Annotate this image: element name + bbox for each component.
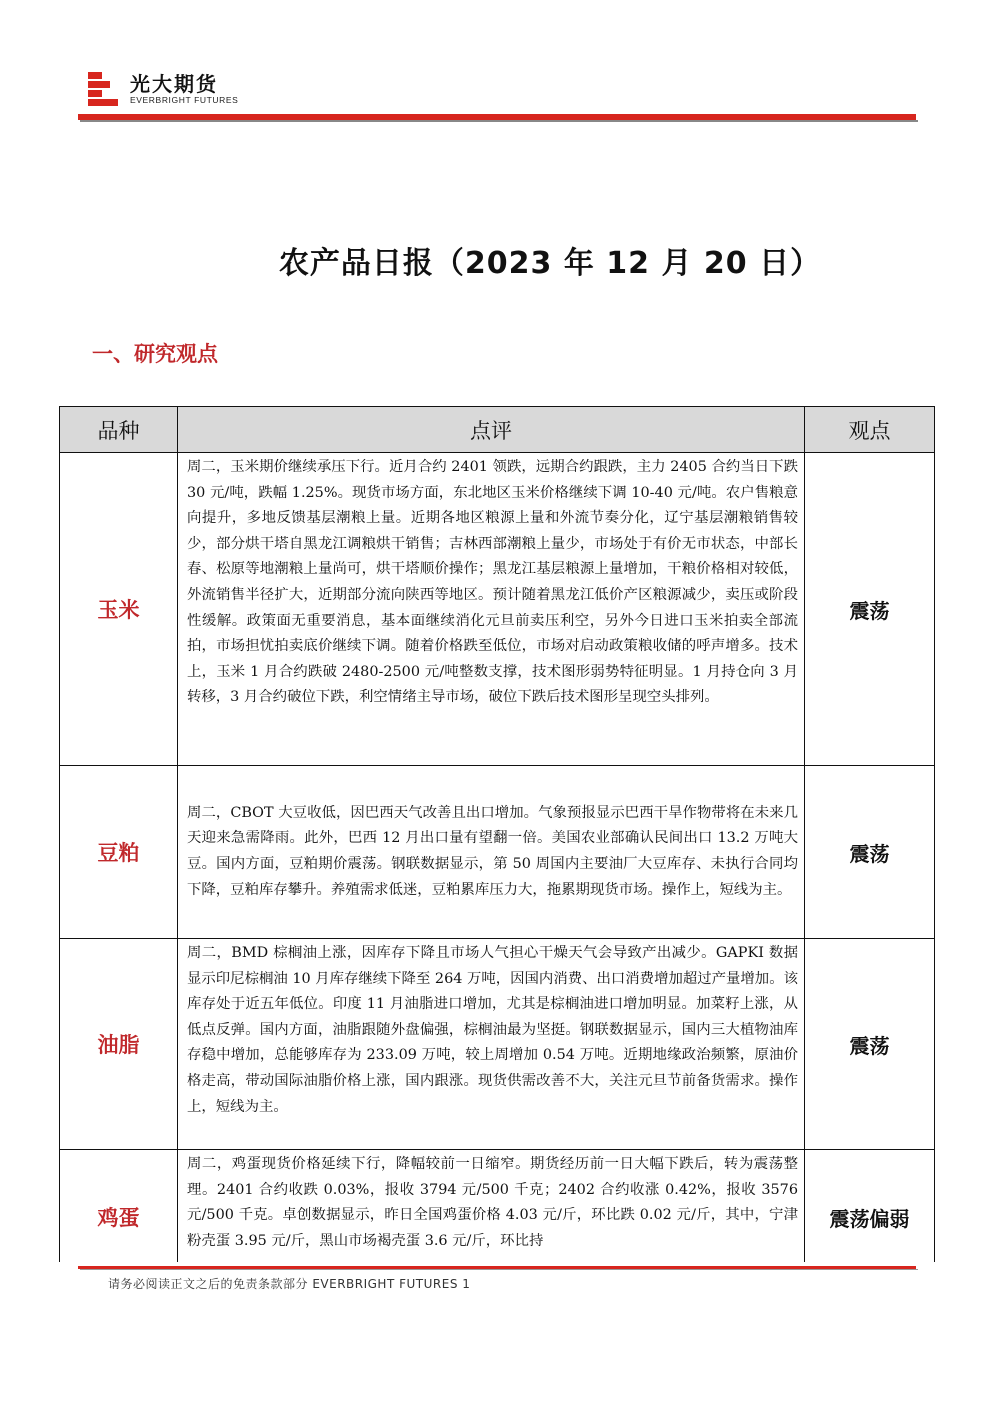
section-title: 一、研究观点 [92, 341, 218, 366]
variety-cell: 豆粕 [60, 766, 178, 939]
comment-cell: 周二，鸡蛋现货价格延续下行，降幅较前一日缩窄。期货经历前一日大幅下跌后，转为震荡整理。2401 合约收跌 0.03%，报收 3794 元/500 千克；2402 合约收涨 0.42%，报收 3576 元/500 千克。卓创数据显示，昨日全国鸡蛋价格 4.03 元/斤，环比跌 0.02 元/斤，其中，宁津粉壳蛋 3.95 元/斤，黑山市场褐壳蛋 3.6 元/斤，环比持 [178, 1150, 805, 1285]
table-row-corn [60, 453, 935, 766]
comment-cell: 周二，玉米期价继续承压下行。近月合约 2401 领跌，远期合约跟跌，主力 2405 合约当日下跌 30 元/吨，跌幅 1.25%。现货市场方面，东北地区玉米价格继续下调 10-40 元/吨。农户售粮意向提升，多地反馈基层潮粮上量。近期各地区粮源上量和外流节奏分化，辽宁基层潮粮销售较少，部分烘干塔自黑龙江调粮烘干销售；吉林西部潮粮上量少，市场处于有价无市状态，中部长春、松原等地潮粮上量尚可，烘干塔顺价操作；黑龙江基层粮源上量增加，干粮价格相对较低，外流销售半径扩大，近期部分流向陕西等地区。预计随着黑龙江低价产区粮源减少，卖压或阶段性缓解。政策面无重要消息，基本面继续消化元旦前卖压利空，另外今日进口玉米拍卖全部流拍，市场担忧拍卖底价继续下调。随着价格跌至低位，市场对启动政策粮收储的呼声增多。技术上，玉米 1 月合约跌破 2480-2500 元/吨整数支撑，技术图形弱势特征明显。1 月持仓向 3 月转移，3 月合约破位下跌，利空情绪主导市场，破位下跌后技术图形呈现空头排列。 [178, 453, 805, 766]
footer-disclaimer: 请务必阅读正文之后的免责条款部分 EVERBRIGHT FUTURES 1 [108, 1277, 471, 1291]
header-view: 观点 [805, 407, 935, 453]
company-name-en: EVERBRIGHT FUTURES [130, 95, 239, 105]
company-name-cn: 光大期货 [130, 72, 218, 96]
company-logo [88, 72, 238, 106]
page-title: 农产品日报（2023 年 12 月 20 日） [278, 246, 822, 281]
view-cell: 震荡偏弱 [805, 1150, 935, 1285]
header-variety: 品种 [60, 407, 178, 453]
everbright-logo-icon [88, 72, 122, 106]
research-view-table [59, 406, 935, 1285]
view-cell: 震荡 [805, 766, 935, 939]
header-rule-shadow [80, 120, 918, 122]
footer-rule-shadow [80, 1269, 918, 1270]
view-cell: 震荡 [805, 939, 935, 1150]
variety-cell: 鸡蛋 [60, 1150, 178, 1285]
view-cell: 震荡 [805, 453, 935, 766]
table-row-soymeal [60, 766, 935, 939]
table-header-row [60, 407, 935, 453]
variety-cell: 玉米 [60, 453, 178, 766]
header-comment: 点评 [178, 407, 805, 453]
comment-cell: 周二，CBOT 大豆收低，因巴西天气改善且出口增加。气象预报显示巴西干旱作物带将在未来几天迎来急需降雨。此外，巴西 12 月出口量有望翻一倍。美国农业部确认民间出口 13.2 万吨大豆。国内方面，豆粕期价震荡。钢联数据显示，第 50 周国内主要油厂大豆库存、未执行合同均下降，豆粕库存攀升。养殖需求低迷，豆粕累库压力大，拖累期现货市场。操作上，短线为主。 [178, 766, 805, 939]
variety-cell: 油脂 [60, 939, 178, 1150]
comment-cell: 周二，BMD 棕榈油上涨，因库存下降且市场人气担心干燥天气会导致产出减少。GAPKI 数据显示印尼棕榈油 10 月库存继续下降至 264 万吨，因国内消费、出口消费增加超过产量增加。该库存处于近五年低位。印度 11 月油脂进口增加，尤其是棕榈油进口增加明显。加菜籽上涨，从低点反弹。国内方面，油脂跟随外盘偏强，棕榈油最为坚挺。钢联数据显示，国内三大植物油库存稳中增加，总能够库存为 233.09 万吨，较上周增加 0.54 万吨。近期地缘政治频繁，原油价格走高，带动国际油脂价格上涨，国内跟涨。现货供需改善不大，关注元旦节前备货需求。操作上，短线为主。 [178, 939, 805, 1150]
table-row-oils [60, 939, 935, 1150]
